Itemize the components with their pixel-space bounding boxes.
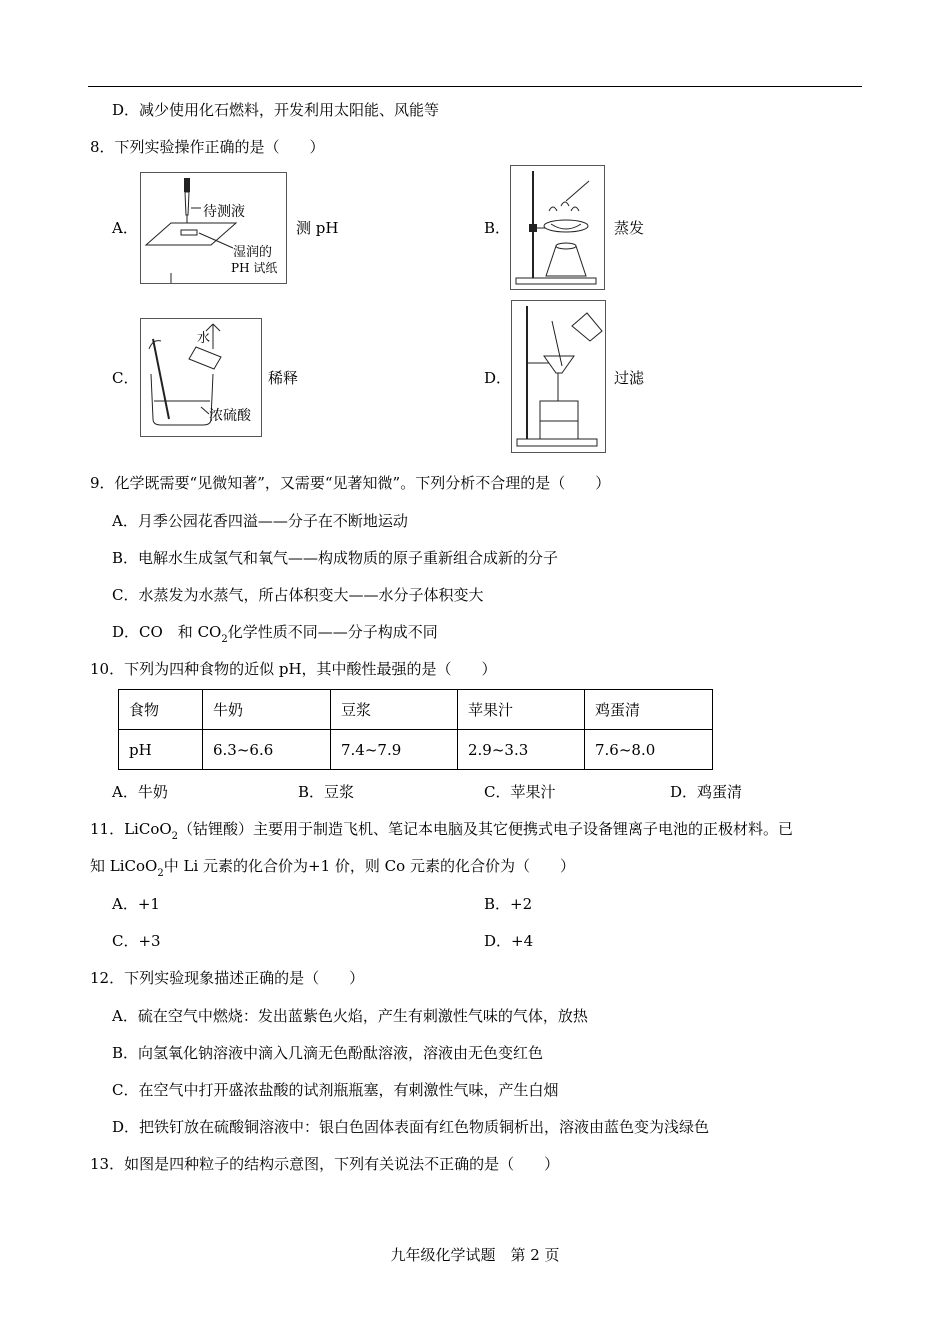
- ph-fig-label-wet: 湿润的: [233, 245, 273, 260]
- q7-option-d: D．减少使用化石燃料，开发利用太阳能、风能等: [112, 101, 440, 119]
- ph-test-figure: [140, 172, 287, 284]
- table-cell: 6.3~6.6: [203, 730, 331, 770]
- filtration-diagram: [512, 301, 605, 452]
- table-cell: 7.4~7.9: [331, 730, 458, 770]
- q10-option-d: D．鸡蛋清: [670, 783, 743, 801]
- table-cell: 7.6~8.0: [585, 730, 713, 770]
- ph-fig-label-sample: 待测液: [203, 204, 245, 220]
- q11-option-d: D．+4: [484, 932, 534, 950]
- q12-option-b: B．向氢氧化钠溶液中滴入几滴无色酚酞溶液，溶液由无色变红色: [112, 1044, 544, 1062]
- q8-option-b-label: 蒸发: [614, 219, 645, 237]
- q12-option-c: C．在空气中打开盛浓盐酸的试剂瓶瓶塞，有刺激性气味，产生白烟: [112, 1081, 559, 1099]
- dilution-figure: [140, 318, 262, 437]
- q8-option-c-letter: C．: [112, 369, 139, 387]
- q8-option-a-label: 测 pH: [296, 219, 339, 237]
- table-row: [119, 730, 713, 770]
- evaporation-diagram: [511, 166, 604, 289]
- ph-fig-label-paper: PH 试纸: [231, 261, 278, 275]
- dilution-fig-label-acid: 浓硫酸: [209, 408, 251, 424]
- table-header-cell: 鸡蛋清: [585, 690, 713, 730]
- q10-stem: 10．下列为四种食物的近似 pH，其中酸性最强的是（ ）: [90, 660, 497, 678]
- q8-option-d-label: 过滤: [614, 369, 645, 387]
- header-rule: [88, 86, 862, 87]
- evaporation-figure: [510, 165, 605, 290]
- q13-stem: 13．如图是四种粒子的结构示意图，下列有关说法不正确的是（ ）: [90, 1155, 560, 1173]
- q10-option-c: C．苹果汁: [484, 783, 556, 801]
- table-header-cell: 苹果汁: [458, 690, 585, 730]
- q11-option-a: A．+1: [112, 895, 160, 913]
- q12-option-d: D．把铁钉放在硫酸铜溶液中：银白色固体表面有红色物质铜析出，溶液由蓝色变为浅绿色: [112, 1118, 710, 1136]
- q8-stem: 8．下列实验操作正确的是（ ）: [90, 138, 325, 156]
- table-row: [119, 690, 713, 730]
- dilution-fig-label-water: 水: [197, 331, 211, 346]
- q10-option-b: B．豆浆: [298, 783, 355, 801]
- q10-option-a: A．牛奶: [112, 783, 168, 801]
- q9-stem: 9．化学既需要“见微知著”，又需要“见著知微”。下列分析不合理的是（ ）: [90, 474, 611, 492]
- q8-option-d-letter: D．: [484, 369, 512, 387]
- q11-option-c: C．+3: [112, 932, 161, 950]
- table-header-cell: 豆浆: [331, 690, 458, 730]
- q8-option-c-label: 稀释: [268, 369, 299, 387]
- q8-option-b-letter: B．: [484, 219, 511, 237]
- table-cell: 2.9~3.3: [458, 730, 585, 770]
- table-header-cell: 食物: [119, 690, 203, 730]
- q11-stem-line2: 知 LiCoO$_2$中 Li 元素的化合价为+1 价，则 Co 元素的化合价为（ ）: [90, 857, 575, 879]
- page-footer: 九年级化学试题 第 2 页: [390, 1246, 560, 1264]
- q11-stem-line1: 11．LiCoO$_2$（钴锂酸）主要用于制造飞机、笔记本电脑及其它便携式电子设备锂离子电池的正极材料。已: [90, 820, 794, 842]
- table-cell: pH: [119, 730, 203, 770]
- filtration-figure: [511, 300, 606, 453]
- q11-option-b: B．+2: [484, 895, 533, 913]
- q12-stem: 12．下列实验现象描述正确的是（ ）: [90, 969, 365, 987]
- q8-option-a-letter: A．: [112, 219, 138, 237]
- q9-option-a: A．月季公园花香四溢——分子在不断地运动: [112, 512, 408, 530]
- q9-option-d: D．CO 和 $CO_2$化学性质不同——分子构成不同: [112, 623, 438, 645]
- q12-option-a: A．硫在空气中燃烧：发出蓝紫色火焰，产生有刺激性气味的气体，放热: [112, 1007, 588, 1025]
- ph-table: [118, 689, 713, 770]
- table-header-cell: 牛奶: [203, 690, 331, 730]
- q9-option-b: B．电解水生成氢气和氧气——构成物质的原子重新组合成新的分子: [112, 549, 559, 567]
- q9-option-c: C．水蒸发为水蒸气，所占体积变大——水分子体积变大: [112, 586, 484, 604]
